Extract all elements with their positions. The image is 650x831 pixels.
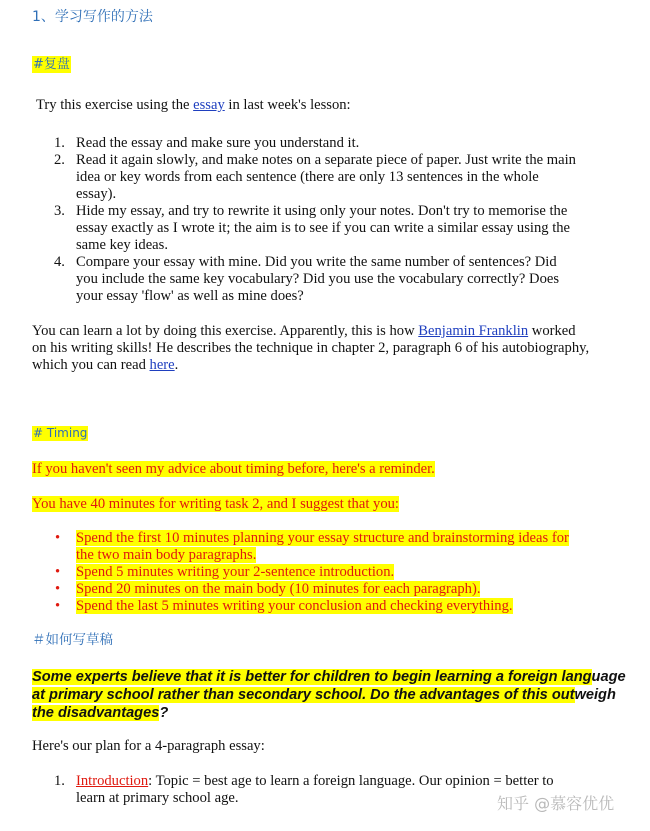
timing-intro	[32, 496, 399, 513]
timing-reminder	[32, 461, 435, 478]
timing-item-text: Spend 20 minutes on the main body (10 minutes for each paragraph).	[76, 581, 481, 597]
timing-list	[33, 530, 578, 615]
section-heading: 1、学习写作的方法	[32, 9, 153, 25]
timing-reminder-text: If you haven't seen my advice about timing before, here's a reminder.	[32, 461, 435, 477]
question-line-1-highlight: Some experts believe that it is better for children to begin learning a foreign lang	[32, 669, 592, 685]
step-text: Compare your essay with mine. Did you write the same number of sentences? Did you include the same key vocabulary? Did you use the vocabulary correctly? Does your essay 'flow' as well as mine does?	[76, 254, 560, 304]
intro-text-after: in last week's lesson:	[224, 97, 351, 113]
list-item	[33, 564, 578, 581]
essay-link[interactable]: essay	[193, 97, 225, 113]
timing-item-text: Spend the last 5 minutes writing your conclusion and checking everything.	[76, 598, 513, 614]
intro-text-before: Try this exercise using the	[36, 97, 194, 113]
question-line-2-rest: weigh	[574, 687, 616, 703]
plan-intro: Here's our plan for a 4-paragraph essay:	[32, 738, 265, 754]
franklin-text-3: .	[174, 357, 179, 373]
bullet-icon: •	[55, 581, 61, 597]
plan-number: 1.	[54, 773, 65, 789]
step-number: 2.	[54, 152, 65, 168]
question-line-3-rest: ?	[159, 705, 169, 721]
tag-review: #复盘	[33, 57, 70, 72]
zhihu-watermark: 知乎 @慕容优优	[497, 794, 615, 813]
here-link[interactable]: here	[149, 357, 175, 373]
question-line-1	[32, 668, 632, 686]
step-number: 1.	[54, 135, 65, 151]
franklin-text-1: You can learn a lot by doing this exercise. Apparently, this is how	[32, 323, 419, 339]
tag-timing: # Timing	[33, 426, 88, 440]
tag-draft: ＃如何写草稿	[32, 632, 113, 648]
list-item	[33, 152, 578, 203]
step-text: Read it again slowly, and make notes on a separate piece of paper. Just write the main idea or key words from each sentence (there are only 13 sentences in the whole essay).	[76, 152, 576, 202]
step-text: Read the essay and make sure you understand it.	[76, 135, 360, 151]
timing-item-text: Spend the first 10 minutes planning your essay structure and brainstorming ideas for the two main body paragraphs.	[76, 530, 569, 563]
step-number: 3.	[54, 203, 65, 219]
question-line-1-rest: uage	[591, 669, 626, 685]
intro-paragraph	[36, 97, 626, 114]
bullet-icon: •	[55, 598, 61, 614]
franklin-text-2: worked on his writing skills! He describes the technique in chapter 2, paragraph 6 of his autobiography, which you can read	[32, 323, 590, 373]
list-item	[33, 581, 578, 598]
exercise-steps	[33, 135, 578, 305]
benjamin-franklin-link[interactable]: Benjamin Franklin	[418, 323, 529, 339]
timing-item-text: Spend 5 minutes writing your 2-sentence introduction.	[76, 564, 395, 580]
plan-list	[33, 773, 573, 807]
timing-intro-text: You have 40 minutes for writing task 2, and I suggest that you:	[32, 496, 399, 512]
list-item	[33, 203, 578, 254]
essay-question	[32, 668, 632, 722]
question-line-3-highlight: the disadvantages	[32, 705, 160, 721]
question-line-2-highlight: at primary school rather than secondary school. Do the advantages of this out	[32, 687, 575, 703]
bullet-icon: •	[55, 564, 61, 580]
list-item	[33, 598, 578, 615]
step-text: Hide my essay, and try to rewrite it using only your notes. Don't try to memorise the essay exactly as I wrote it; the aim is to see if you can write a similar essay using the same key ideas.	[76, 203, 571, 253]
list-item	[33, 530, 578, 564]
list-item	[33, 254, 578, 305]
step-number: 4.	[54, 254, 65, 270]
question-line-2	[32, 686, 632, 704]
franklin-paragraph	[32, 323, 592, 374]
bullet-icon: •	[55, 530, 61, 546]
list-item	[33, 773, 573, 807]
list-item	[33, 135, 578, 152]
question-line-3	[32, 704, 632, 722]
introduction-label[interactable]: Introduction	[76, 773, 149, 789]
plan-item-text: : Topic = best age to learn a foreign language. Our opinion = better to learn at primary school age.	[76, 773, 554, 806]
